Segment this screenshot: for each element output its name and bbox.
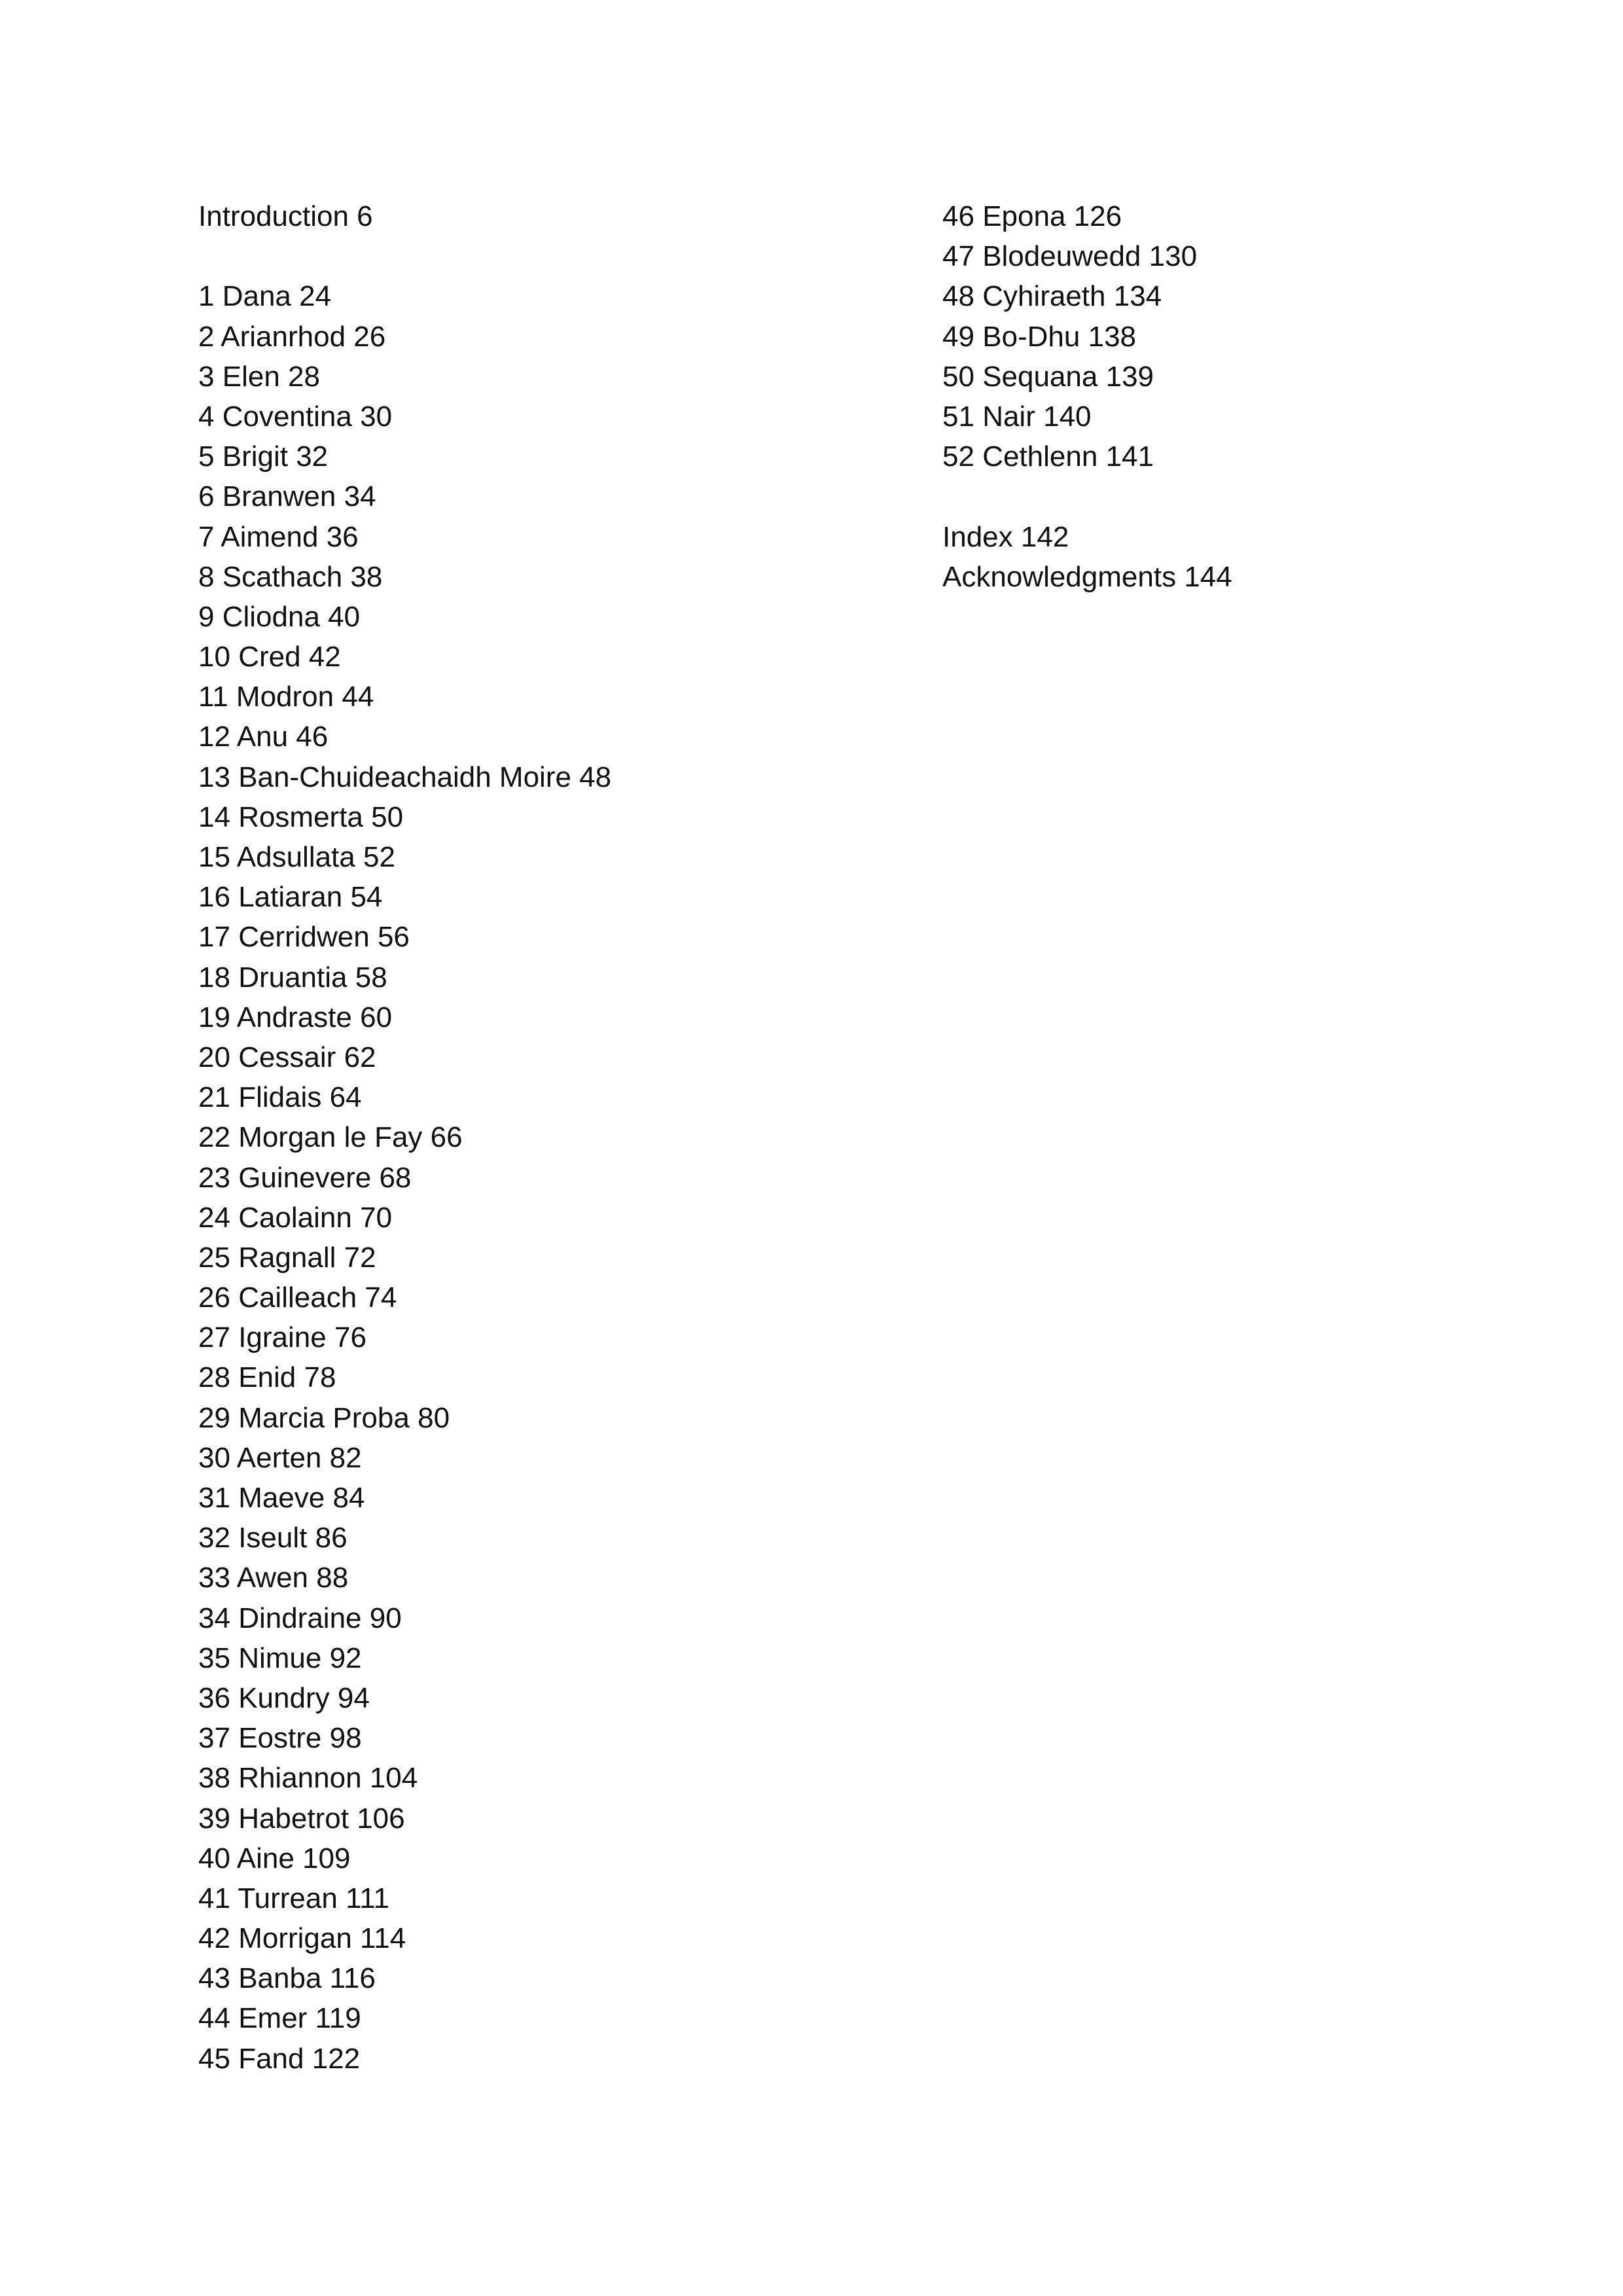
toc-entry-number: 49 (942, 320, 974, 353)
toc-entry-title: Arianrhod (221, 320, 346, 353)
toc-entry-title: Enid (238, 1361, 296, 1394)
toc-chapter-list (198, 276, 918, 2078)
toc-entry-number: 36 (198, 1681, 230, 1714)
toc-entry-number: 32 (198, 1522, 230, 1554)
toc-spacer (198, 236, 918, 276)
toc-entry-number: 8 (198, 560, 215, 593)
toc-entry-number: 51 (942, 400, 974, 433)
toc-entry-page: 74 (365, 1282, 397, 1314)
toc-entry-title: Bo-Dhu (982, 320, 1080, 353)
toc-entry (198, 476, 918, 516)
toc-entry (198, 1238, 918, 1278)
toc-entry-title: Aine (236, 1842, 294, 1874)
toc-entry-title: Sequana (982, 360, 1098, 393)
toc-entry-title: Awen (236, 1562, 309, 1594)
toc-entry-title: Cailleach (238, 1282, 357, 1314)
toc-entry-title: Epona (982, 200, 1066, 232)
toc-entry-page: 92 (329, 1641, 362, 1674)
toc-entry-title: Caolainn (238, 1201, 352, 1234)
toc-entry-page: 88 (316, 1562, 349, 1594)
toc-entry-label: Index (942, 520, 1013, 553)
toc-entry-title: Scathach (222, 560, 343, 593)
toc-entry-title: Cred (238, 641, 301, 673)
toc-entry-number: 13 (198, 761, 230, 793)
toc-entry-number: 9 (198, 600, 215, 633)
toc-entry-page: 116 (329, 1962, 376, 1995)
toc-entry (198, 1357, 918, 1397)
toc-entry-number: 37 (198, 1722, 230, 1755)
toc-entry-number: 33 (198, 1562, 230, 1594)
toc-entry-number: 35 (198, 1641, 230, 1674)
toc-entry-page: 48 (579, 761, 612, 793)
toc-entry (198, 1799, 918, 1839)
toc-entry-page: 64 (329, 1081, 362, 1114)
toc-entry-number: 18 (198, 961, 230, 994)
toc-entry-page: 119 (315, 2002, 361, 2035)
toc-entry-number: 3 (198, 360, 215, 393)
toc-entry-title: Anu (236, 721, 289, 753)
toc-entry-title: Ban-Chuideachaidh Moire (238, 761, 571, 793)
toc-entry-title: Brigit (222, 440, 288, 473)
toc-entry (942, 317, 1623, 357)
toc-entry-title: Cessair (238, 1041, 336, 1073)
toc-entry-number: 31 (198, 1482, 230, 1514)
toc-entry-page: 38 (350, 560, 383, 593)
toc-entry-number: 20 (198, 1041, 230, 1073)
toc-entry (198, 1998, 918, 2038)
toc-entry (198, 797, 918, 837)
toc-entry (198, 677, 918, 717)
toc-entry-page: 94 (337, 1681, 370, 1714)
toc-entry-page: 139 (1105, 360, 1154, 393)
toc-entry-title: Emer (238, 2002, 308, 2035)
toc-entry (198, 1598, 918, 1638)
toc-entry-number: 38 (198, 1762, 230, 1795)
toc-entry-number: 50 (942, 360, 974, 393)
toc-entry-page: 24 (299, 280, 332, 313)
toc-entry (198, 1398, 918, 1438)
toc-entry-page: 144 (1184, 560, 1232, 593)
toc-entry-title: Morrigan (238, 1922, 352, 1955)
toc-entry-title: Aerten (236, 1441, 322, 1474)
toc-entry-number: 15 (198, 841, 230, 873)
toc-entry (198, 1037, 918, 1077)
toc-entry-title: Andraste (236, 1001, 352, 1033)
toc-entry-title: Eostre (238, 1722, 322, 1755)
toc-entry-page: 30 (360, 400, 393, 433)
toc-entry-page: 56 (377, 921, 410, 954)
toc-entry (198, 357, 918, 397)
toc-entry-page: 142 (1020, 520, 1069, 553)
toc-entry (198, 1117, 918, 1157)
toc-entry-page: 42 (308, 641, 341, 673)
toc-entry-page: 68 (379, 1161, 412, 1194)
toc-entry-page: 140 (1043, 400, 1092, 433)
toc-entry-page: 52 (363, 841, 395, 873)
toc-entry-number: 26 (198, 1282, 230, 1314)
toc-entry-title: Flidais (238, 1081, 322, 1114)
toc-spacer (942, 476, 1623, 516)
toc-left-column (198, 196, 918, 2079)
toc-entry-title: Adsullata (236, 841, 355, 873)
toc-entry-title: Igraine (238, 1321, 327, 1354)
toc-entry-number: 46 (942, 200, 974, 232)
toc-entry-title: Turrean (238, 1882, 338, 1914)
toc-entry (198, 397, 918, 437)
toc-entry-title: Ragnall (238, 1241, 336, 1274)
toc-entry-title: Coventina (222, 400, 352, 433)
toc-entry (198, 437, 918, 476)
toc-entry-title: Cerridwen (238, 921, 370, 954)
toc-entry-title: Cethlenn (982, 440, 1098, 473)
toc-entry-title: Rhiannon (238, 1762, 362, 1795)
toc-entry-page: 76 (334, 1321, 366, 1354)
toc-entry-number: 17 (198, 921, 230, 954)
toc-entry-number: 27 (198, 1321, 230, 1354)
toc-entry-label: Introduction (198, 200, 349, 232)
toc-entry (198, 1198, 918, 1238)
toc-entry-page: 90 (369, 1602, 402, 1634)
toc-entry-title: Banba (238, 1962, 322, 1995)
toc-entry-number: 11 (198, 681, 228, 713)
toc-entry (198, 837, 918, 877)
toc-entry-page: 32 (296, 440, 329, 473)
toc-entry-acknowledgments (942, 557, 1623, 597)
toc-entry-number: 29 (198, 1401, 230, 1434)
toc-entry-number: 45 (198, 2042, 230, 2075)
toc-entry (198, 1638, 918, 1678)
toc-entry-number: 7 (198, 520, 215, 553)
toc-entry-number: 30 (198, 1441, 230, 1474)
toc-entry-page: 106 (357, 1802, 405, 1835)
toc-entry (198, 1958, 918, 1998)
toc-entry-page: 122 (312, 2042, 361, 2075)
toc-entry-page: 66 (430, 1121, 463, 1154)
toc-entry-title: Branwen (222, 480, 336, 513)
toc-entry (198, 877, 918, 917)
toc-entry-page: 80 (418, 1401, 450, 1434)
toc-entry-number: 4 (198, 400, 215, 433)
toc-entry-page: 104 (369, 1762, 418, 1795)
toc-entry (942, 276, 1623, 316)
toc-entry-title: Morgan le Fay (238, 1121, 423, 1154)
toc-entry-page: 46 (296, 721, 329, 753)
toc-entry-page: 50 (371, 800, 404, 833)
toc-entry-title: Cyhiraeth (982, 280, 1106, 313)
toc-entry-number: 21 (198, 1081, 230, 1114)
toc-entry-page: 60 (360, 1001, 393, 1033)
toc-entry-number: 2 (198, 320, 215, 353)
toc-entry-number: 28 (198, 1361, 230, 1394)
toc-entry-number: 42 (198, 1922, 230, 1955)
toc-entry-number: 22 (198, 1121, 230, 1154)
toc-entry (198, 1518, 918, 1558)
toc-entry-title: Kundry (238, 1681, 330, 1714)
toc-entry-number: 41 (198, 1882, 230, 1914)
toc-entry-page: 138 (1088, 320, 1137, 353)
toc-right-column (942, 196, 1623, 597)
toc-entry (198, 958, 918, 997)
toc-entry-title: Marcia Proba (238, 1401, 410, 1434)
toc-entry-page: 134 (1113, 280, 1162, 313)
toc-entry-page: 6 (357, 200, 373, 232)
toc-entry-page: 126 (1073, 200, 1122, 232)
toc-entry-title: Rosmerta (238, 800, 363, 833)
toc-entry-title: Maeve (238, 1482, 325, 1514)
toc-entry-title: Nair (982, 400, 1035, 433)
toc-entry-page: 44 (342, 681, 374, 713)
toc-entry-number: 48 (942, 280, 974, 313)
toc-entry (198, 1077, 918, 1117)
toc-entry-number: 12 (198, 721, 230, 753)
toc-entry (198, 1278, 918, 1318)
toc-entry-introduction (198, 196, 918, 236)
toc-chapter-list-continued (942, 196, 1623, 476)
toc-entry (198, 717, 918, 757)
toc-entry-title: Modron (236, 681, 334, 713)
toc-entry (198, 517, 918, 557)
toc-entry-page: 72 (344, 1241, 376, 1274)
toc-entry-page: 34 (344, 480, 376, 513)
toc-entry-page: 130 (1149, 240, 1198, 273)
toc-entry (198, 637, 918, 677)
toc-entry (198, 1718, 918, 1758)
toc-back-matter (942, 517, 1623, 597)
toc-entry-number: 25 (198, 1241, 230, 1274)
toc-entry-title: Dana (222, 280, 291, 313)
toc-entry-page: 26 (353, 320, 386, 353)
toc-entry-page: 98 (329, 1722, 362, 1755)
toc-entry-title: Iseult (238, 1522, 308, 1554)
toc-entry (198, 276, 918, 316)
toc-entry-page: 86 (315, 1522, 348, 1554)
toc-entry-page: 141 (1105, 440, 1154, 473)
toc-entry-page: 62 (344, 1041, 376, 1073)
toc-entry-number: 19 (198, 1001, 230, 1033)
toc-entry-number: 52 (942, 440, 974, 473)
toc-entry-number: 40 (198, 1842, 230, 1874)
toc-entry-page: 54 (350, 881, 383, 914)
toc-entry (198, 1878, 918, 1918)
toc-entry-page: 28 (288, 360, 320, 393)
toc-entry-number: 6 (198, 480, 215, 513)
toc-entry (198, 1758, 918, 1798)
toc-entry (942, 397, 1623, 437)
toc-entry (198, 1918, 918, 1958)
toc-entry (198, 1478, 918, 1518)
toc-entry-page: 70 (360, 1201, 393, 1234)
toc-entry-title: Fand (238, 2042, 304, 2075)
toc-entry-number: 1 (198, 280, 215, 313)
toc-entry (198, 2039, 918, 2079)
toc-entry-index (942, 517, 1623, 557)
toc-entry-page: 36 (326, 520, 359, 553)
toc-entry-number: 39 (198, 1802, 230, 1835)
toc-entry (198, 1678, 918, 1718)
toc-entry (942, 236, 1623, 276)
toc-entry-number: 16 (198, 881, 230, 914)
toc-entry-number: 14 (198, 800, 230, 833)
toc-entry (198, 597, 918, 637)
toc-entry-page: 78 (304, 1361, 336, 1394)
toc-entry-title: Druantia (238, 961, 348, 994)
toc-entry (942, 437, 1623, 476)
toc-entry (198, 317, 918, 357)
toc-entry (198, 557, 918, 597)
toc-entry-page: 114 (360, 1922, 406, 1955)
toc-entry (942, 196, 1623, 236)
toc-entry (198, 1158, 918, 1198)
toc-entry (198, 1438, 918, 1478)
toc-entry (198, 1318, 918, 1357)
toc-entry (942, 357, 1623, 397)
toc-entry-title: Nimue (238, 1641, 322, 1674)
toc-entry-page: 58 (355, 961, 387, 994)
toc-entry-number: 43 (198, 1962, 230, 1995)
toc-entry (198, 1839, 918, 1878)
toc-entry (198, 757, 918, 797)
toc-entry (198, 997, 918, 1037)
toc-entry-page: 111 (346, 1882, 389, 1914)
toc-entry-number: 47 (942, 240, 974, 273)
toc-entry-number: 44 (198, 2002, 230, 2035)
toc-entry-number: 34 (198, 1602, 230, 1634)
toc-entry-title: Guinevere (238, 1161, 372, 1194)
toc-entry-title: Dindraine (238, 1602, 362, 1634)
toc-entry (198, 1558, 918, 1598)
toc-entry-page: 109 (302, 1842, 351, 1874)
toc-entry-page: 40 (328, 600, 361, 633)
toc-entry-number: 5 (198, 440, 215, 473)
toc-entry-page: 84 (332, 1482, 365, 1514)
toc-entry-number: 23 (198, 1161, 230, 1194)
toc-entry-title: Latiaran (238, 881, 343, 914)
toc-entry-title: Aimend (221, 520, 319, 553)
toc-entry-number: 10 (198, 641, 230, 673)
toc-entry-title: Blodeuwedd (982, 240, 1141, 273)
toc-entry-label: Acknowledgments (942, 560, 1177, 593)
toc-entry-page: 82 (329, 1441, 362, 1474)
toc-entry (198, 917, 918, 957)
toc-entry-title: Cliodna (222, 600, 320, 633)
toc-entry-title: Habetrot (238, 1802, 349, 1835)
toc-entry-number: 24 (198, 1201, 230, 1234)
toc-entry-title: Elen (222, 360, 280, 393)
